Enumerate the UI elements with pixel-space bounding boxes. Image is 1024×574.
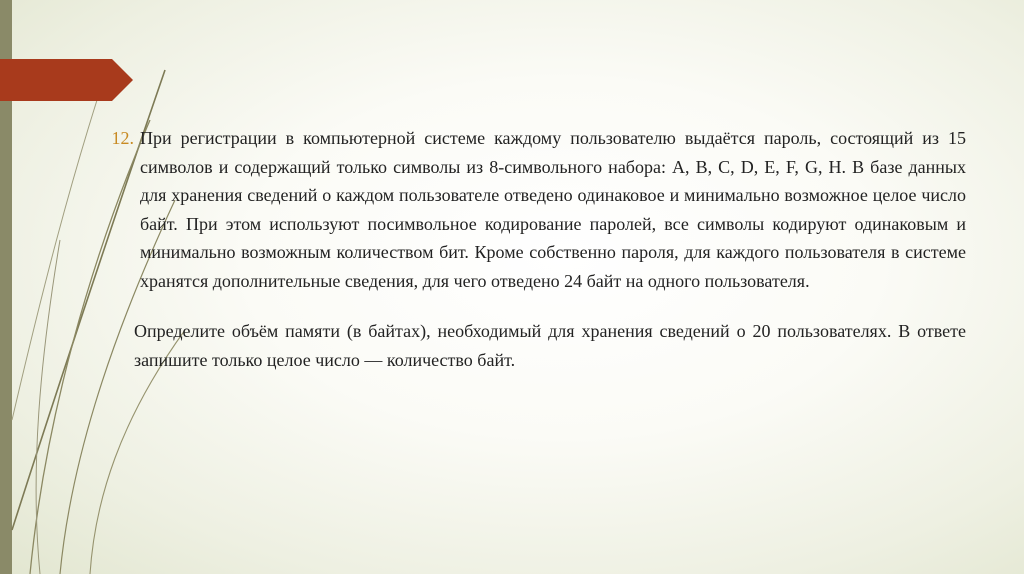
task-item [96,124,966,295]
task-question: Определите объём памяти (в байтах), необходимый для хранения сведений о 20 пользователях. В ответе запишите только целое число — количество байт. [134,321,966,370]
slide-content [96,124,966,374]
title-accent-arrow [0,59,133,101]
task-number: 12. [111,128,134,148]
task-text: При регистрации в компьютерной системе каждому пользователю выдаётся пароль, состоящий из 15 символов и содержащий только символы из 8-символьного набора: A, B, C, D, E, F, G, H. В базе данных для хранения сведений о каждом пользователе отведено одинаковое и минимально возможное целое число байт. При этом используют посимвольное кодирование паролей, все символы кодируют одинаковым и минимально возможным количеством бит. Кроме собственно пароля, для каждого пользователя в системе хранятся дополнительные сведения, для чего отведено 24 байт на одного пользователя. [140,128,966,291]
